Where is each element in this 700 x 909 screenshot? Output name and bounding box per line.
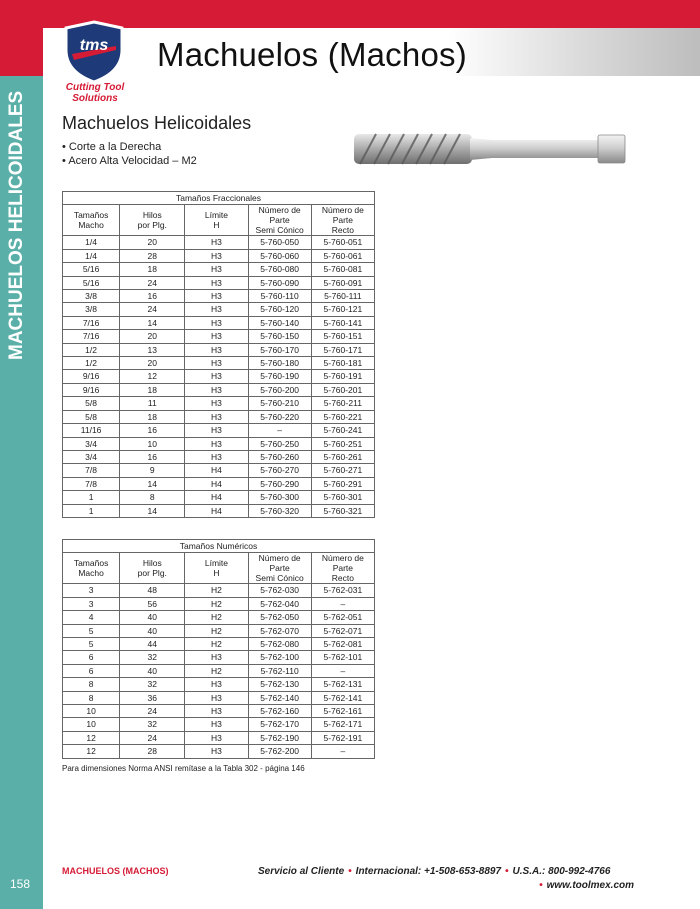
- table-cell: 36: [120, 691, 185, 704]
- table-cell: H2: [185, 664, 248, 677]
- table-cell: 20: [120, 357, 185, 370]
- table-cell: 5-762-030: [248, 584, 311, 597]
- column-header-line: Recto: [331, 573, 354, 584]
- column-header-line: H: [213, 568, 220, 579]
- column-header-line: Tamaños: [73, 558, 109, 569]
- table-cell: H3: [185, 745, 248, 758]
- table-cell: 16: [120, 424, 185, 437]
- column-header-line: por Plg.: [137, 220, 167, 231]
- table-cell: 5: [63, 624, 120, 637]
- column-header: [311, 205, 374, 236]
- table-cell: H3: [185, 263, 248, 276]
- table-cell: 16: [120, 290, 185, 303]
- table-cell: 5-760-141: [311, 316, 374, 329]
- table-cell: 5-760-061: [311, 249, 374, 262]
- table-cell: 5-762-130: [248, 678, 311, 691]
- table-row: [63, 624, 375, 637]
- table-cell: 11: [120, 397, 185, 410]
- table-cell: 5-760-180: [248, 357, 311, 370]
- table-cell: 11/16: [63, 424, 120, 437]
- table-cell: 4: [63, 611, 120, 624]
- table-cell: 5-762-140: [248, 691, 311, 704]
- table-row: [63, 705, 375, 718]
- table-cell: 32: [120, 678, 185, 691]
- column-header: [248, 553, 311, 584]
- table-row: [63, 249, 375, 262]
- table-cell: 5-762-080: [248, 638, 311, 651]
- website-link[interactable]: www.toolmex.com: [546, 880, 634, 891]
- table-cell: 5-762-081: [311, 638, 374, 651]
- table-row: [63, 718, 375, 731]
- table-cell: H3: [185, 397, 248, 410]
- table-cell: 5: [63, 638, 120, 651]
- table-cell: 5-760-251: [311, 437, 374, 450]
- table-cell: 5-760-200: [248, 383, 311, 396]
- table-cell: 5-762-110: [248, 664, 311, 677]
- table-cell: 14: [120, 504, 185, 517]
- page-title: Machuelos (Machos): [157, 36, 467, 73]
- table-row: [63, 450, 375, 463]
- separator-dot: •: [539, 880, 543, 891]
- table-cell: 5-762-171: [311, 718, 374, 731]
- column-header: [120, 553, 185, 584]
- table-caption: Tamaños Numéricos: [63, 540, 375, 553]
- tagline-line-2: Solutions: [72, 93, 118, 104]
- table-cell: 10: [63, 705, 120, 718]
- table-cell: 9/16: [63, 370, 120, 383]
- table-cell: 5-760-060: [248, 249, 311, 262]
- column-header-line: Hilos: [142, 210, 162, 221]
- table-cell: 5-760-201: [311, 383, 374, 396]
- table-cell: H4: [185, 504, 248, 517]
- table-row: [63, 651, 375, 664]
- table-row: [63, 678, 375, 691]
- table-cell: H3: [185, 705, 248, 718]
- table-cell: 14: [120, 316, 185, 329]
- table-cell: 5-760-220: [248, 410, 311, 423]
- table-cell: H2: [185, 638, 248, 651]
- table-cell: 28: [120, 249, 185, 262]
- table-cell: 1/2: [63, 357, 120, 370]
- logo-text: tms: [79, 37, 109, 54]
- table-row: [63, 464, 375, 477]
- table-cell: 5-760-270: [248, 464, 311, 477]
- table-cell: 5-760-250: [248, 437, 311, 450]
- table-cell: H3: [185, 410, 248, 423]
- column-header-line: Semi Cónico: [255, 225, 304, 236]
- table-cell: 5/16: [63, 276, 120, 289]
- table-cell: 5-760-171: [311, 343, 374, 356]
- table-row: [63, 397, 375, 410]
- footer-section-label: MACHUELOS (MACHOS): [62, 866, 169, 876]
- table-cell: H3: [185, 450, 248, 463]
- table-cell: H3: [185, 691, 248, 704]
- table-cell: 5-762-141: [311, 691, 374, 704]
- table-row: [63, 370, 375, 383]
- table-cell: 20: [120, 236, 185, 249]
- column-header: [248, 205, 311, 236]
- table-row: [63, 236, 375, 249]
- table-cell: 5-760-300: [248, 491, 311, 504]
- table-cell: 3: [63, 584, 120, 597]
- table-row: [63, 316, 375, 329]
- table-cell: 7/8: [63, 464, 120, 477]
- table-cell: 5-760-181: [311, 357, 374, 370]
- table-row: [63, 584, 375, 597]
- table-cell: 24: [120, 303, 185, 316]
- table-cell: 5-760-271: [311, 464, 374, 477]
- table-cell: –: [311, 745, 374, 758]
- table-cell: H3: [185, 370, 248, 383]
- table-cell: 1/4: [63, 236, 120, 249]
- table-cell: 5-762-070: [248, 624, 311, 637]
- table-cell: 44: [120, 638, 185, 651]
- table-cell: 5-760-150: [248, 330, 311, 343]
- table-cell: 5-760-301: [311, 491, 374, 504]
- table-cell: 10: [120, 437, 185, 450]
- table-cell: H3: [185, 383, 248, 396]
- table-cell: 18: [120, 410, 185, 423]
- table-cell: 5-762-200: [248, 745, 311, 758]
- table-cell: 9/16: [63, 383, 120, 396]
- column-header-line: Número de Parte: [258, 553, 301, 574]
- column-header-line: por Plg.: [137, 568, 167, 579]
- fractional-sizes-table: [62, 191, 375, 518]
- table-cell: H4: [185, 491, 248, 504]
- table-cell: 5-762-191: [311, 731, 374, 744]
- table-cell: 5-760-260: [248, 450, 311, 463]
- table-cell: 5-760-091: [311, 276, 374, 289]
- table-cell: 18: [120, 263, 185, 276]
- table-cell: 28: [120, 745, 185, 758]
- table-row: [63, 691, 375, 704]
- table-cell: H3: [185, 276, 248, 289]
- table-row: [63, 263, 375, 276]
- usa-phone: U.S.A.: 800-992-4766: [512, 866, 611, 877]
- table-cell: 32: [120, 651, 185, 664]
- side-section-text: MACHUELOS HELICOIDALES: [6, 90, 27, 360]
- table-cell: 5/8: [63, 397, 120, 410]
- table-cell: 14: [120, 477, 185, 490]
- customer-service-label: Servicio al Cliente: [258, 866, 345, 877]
- table-row: [63, 597, 375, 610]
- table-cell: 12: [120, 370, 185, 383]
- table-cell: 5-760-221: [311, 410, 374, 423]
- table-cell: 7/16: [63, 330, 120, 343]
- table-cell: H3: [185, 249, 248, 262]
- table-cell: H4: [185, 477, 248, 490]
- table-cell: 3/4: [63, 450, 120, 463]
- table-cell: H3: [185, 330, 248, 343]
- column-header-line: Hilos: [142, 558, 162, 569]
- table-cell: 6: [63, 651, 120, 664]
- table-row: [63, 303, 375, 316]
- column-header: [185, 205, 248, 236]
- table-cell: 5-760-261: [311, 450, 374, 463]
- table-cell: H4: [185, 464, 248, 477]
- table-row: [63, 477, 375, 490]
- table-cell: 5-760-191: [311, 370, 374, 383]
- table-cell: H3: [185, 718, 248, 731]
- table-cell: 5-760-140: [248, 316, 311, 329]
- table-cell: –: [311, 664, 374, 677]
- table-cell: 5-760-290: [248, 477, 311, 490]
- column-header-line: Macho: [78, 220, 104, 231]
- table-cell: 1/2: [63, 343, 120, 356]
- table-cell: 40: [120, 664, 185, 677]
- table-cell: 5-762-101: [311, 651, 374, 664]
- table-cell: 3/4: [63, 437, 120, 450]
- table-cell: H3: [185, 343, 248, 356]
- table-cell: 5-760-050: [248, 236, 311, 249]
- table-cell: 32: [120, 718, 185, 731]
- table-cell: 5-762-050: [248, 611, 311, 624]
- footer-contact: [258, 866, 610, 877]
- table-cell: 5-760-110: [248, 290, 311, 303]
- table-cell: 24: [120, 276, 185, 289]
- table-cell: 3: [63, 597, 120, 610]
- table-row: [63, 745, 375, 758]
- column-header-line: Número de Parte: [321, 205, 364, 226]
- table-cell: 5/16: [63, 263, 120, 276]
- separator-dot: •: [505, 866, 509, 877]
- table-cell: H2: [185, 597, 248, 610]
- table-cell: 1: [63, 491, 120, 504]
- footer-website: [535, 880, 634, 891]
- table-cell: 5-760-321: [311, 504, 374, 517]
- brand-logo: [62, 20, 126, 84]
- table-cell: 5-762-190: [248, 731, 311, 744]
- table-cell: H3: [185, 303, 248, 316]
- table-cell: 7/8: [63, 477, 120, 490]
- table-cell: 8: [63, 691, 120, 704]
- table-cell: H2: [185, 624, 248, 637]
- table-cell: 12: [63, 745, 120, 758]
- table-row: [63, 410, 375, 423]
- table-row: [63, 437, 375, 450]
- table-row: [63, 504, 375, 517]
- table-cell: 1/4: [63, 249, 120, 262]
- table-cell: 5-762-160: [248, 705, 311, 718]
- table-cell: 5-760-051: [311, 236, 374, 249]
- table-cell: H3: [185, 651, 248, 664]
- feature-item: • Corte a la Derecha: [62, 140, 197, 154]
- table-row: [63, 343, 375, 356]
- table-cell: 5-762-100: [248, 651, 311, 664]
- side-bar-top: [0, 28, 43, 76]
- table-cell: 5-762-040: [248, 597, 311, 610]
- column-header: [120, 205, 185, 236]
- table-cell: 5-762-031: [311, 584, 374, 597]
- table-cell: 5-760-211: [311, 397, 374, 410]
- table-cell: H2: [185, 611, 248, 624]
- table-cell: H3: [185, 316, 248, 329]
- column-header-line: Número de Parte: [258, 205, 301, 226]
- column-header: [63, 553, 120, 584]
- table-cell: 5-760-241: [311, 424, 374, 437]
- column-header: [311, 553, 374, 584]
- table-cell: H3: [185, 678, 248, 691]
- table-row: [63, 383, 375, 396]
- column-header-line: Tamaños: [73, 210, 109, 221]
- table-row: [63, 664, 375, 677]
- table-cell: 16: [120, 450, 185, 463]
- table-cell: 5-760-291: [311, 477, 374, 490]
- table-cell: 7/16: [63, 316, 120, 329]
- feature-list: [62, 140, 197, 168]
- table-cell: 6: [63, 664, 120, 677]
- tagline-line-1: Cutting Tool: [65, 82, 125, 93]
- table-cell: –: [311, 597, 374, 610]
- table-cell: 5-760-120: [248, 303, 311, 316]
- column-header-line: Semi Cónico: [255, 573, 304, 584]
- international-phone: Internacional: +1-508-653-8897: [355, 866, 502, 877]
- table-cell: 56: [120, 597, 185, 610]
- table-cell: 5/8: [63, 410, 120, 423]
- table-cell: –: [248, 424, 311, 437]
- numeric-sizes-table: [62, 539, 375, 759]
- table-cell: 5-762-051: [311, 611, 374, 624]
- table-cell: 10: [63, 718, 120, 731]
- separator-dot: •: [348, 866, 352, 877]
- table-cell: 5-760-320: [248, 504, 311, 517]
- table-cell: 3/8: [63, 303, 120, 316]
- table-cell: 5-760-090: [248, 276, 311, 289]
- brand-tagline: [55, 82, 135, 104]
- table-cell: H2: [185, 584, 248, 597]
- table-cell: 8: [120, 491, 185, 504]
- table-cell: 20: [120, 330, 185, 343]
- column-header-line: Macho: [78, 568, 104, 579]
- table-cell: H3: [185, 424, 248, 437]
- table-row: [63, 611, 375, 624]
- table-cell: 5-762-170: [248, 718, 311, 731]
- table-cell: 5-762-131: [311, 678, 374, 691]
- side-section-label: [6, 90, 28, 360]
- section-title: Machuelos Helicoidales: [62, 113, 252, 133]
- table-row: [63, 731, 375, 744]
- feature-item: • Acero Alta Velocidad – M2: [62, 154, 197, 168]
- table-row: [63, 638, 375, 651]
- table-cell: 5-760-151: [311, 330, 374, 343]
- table-cell: 5-760-081: [311, 263, 374, 276]
- column-header-line: Recto: [331, 225, 354, 236]
- column-header: [63, 205, 120, 236]
- table-cell: 24: [120, 731, 185, 744]
- column-header-line: H: [213, 220, 220, 231]
- table-cell: 3/8: [63, 290, 120, 303]
- column-header-line: Número de Parte: [321, 553, 364, 574]
- table-cell: 5-760-080: [248, 263, 311, 276]
- table-cell: 13: [120, 343, 185, 356]
- table-cell: 40: [120, 611, 185, 624]
- table-cell: 5-760-121: [311, 303, 374, 316]
- table-cell: 48: [120, 584, 185, 597]
- table-cell: H3: [185, 437, 248, 450]
- table-cell: 5-760-210: [248, 397, 311, 410]
- table-row: [63, 330, 375, 343]
- table-cell: H3: [185, 290, 248, 303]
- column-header: [185, 553, 248, 584]
- table-cell: 24: [120, 705, 185, 718]
- table-row: [63, 491, 375, 504]
- column-header-line: Límite: [204, 210, 229, 221]
- table-cell: H3: [185, 236, 248, 249]
- spiral-tap-image: [352, 130, 627, 168]
- table-cell: H3: [185, 731, 248, 744]
- table-cell: H3: [185, 357, 248, 370]
- table-row: [63, 424, 375, 437]
- table-row: [63, 276, 375, 289]
- table-cell: 1: [63, 504, 120, 517]
- table-cell: 8: [63, 678, 120, 691]
- table-cell: 5-762-071: [311, 624, 374, 637]
- table-cell: 18: [120, 383, 185, 396]
- table-cell: 40: [120, 624, 185, 637]
- table-row: [63, 290, 375, 303]
- table-cell: 5-760-190: [248, 370, 311, 383]
- table-cell: 5-760-111: [311, 290, 374, 303]
- table-cell: 12: [63, 731, 120, 744]
- footnote: Para dimensiones Norma ANSI remítase a la Tabla 302 - página 146: [62, 764, 305, 773]
- table-caption: Tamaños Fraccionales: [63, 192, 375, 205]
- column-header-line: Límite: [204, 558, 229, 569]
- table-cell: 9: [120, 464, 185, 477]
- table-cell: 5-760-170: [248, 343, 311, 356]
- table-row: [63, 357, 375, 370]
- table-cell: 5-762-161: [311, 705, 374, 718]
- page-number: 158: [10, 877, 31, 891]
